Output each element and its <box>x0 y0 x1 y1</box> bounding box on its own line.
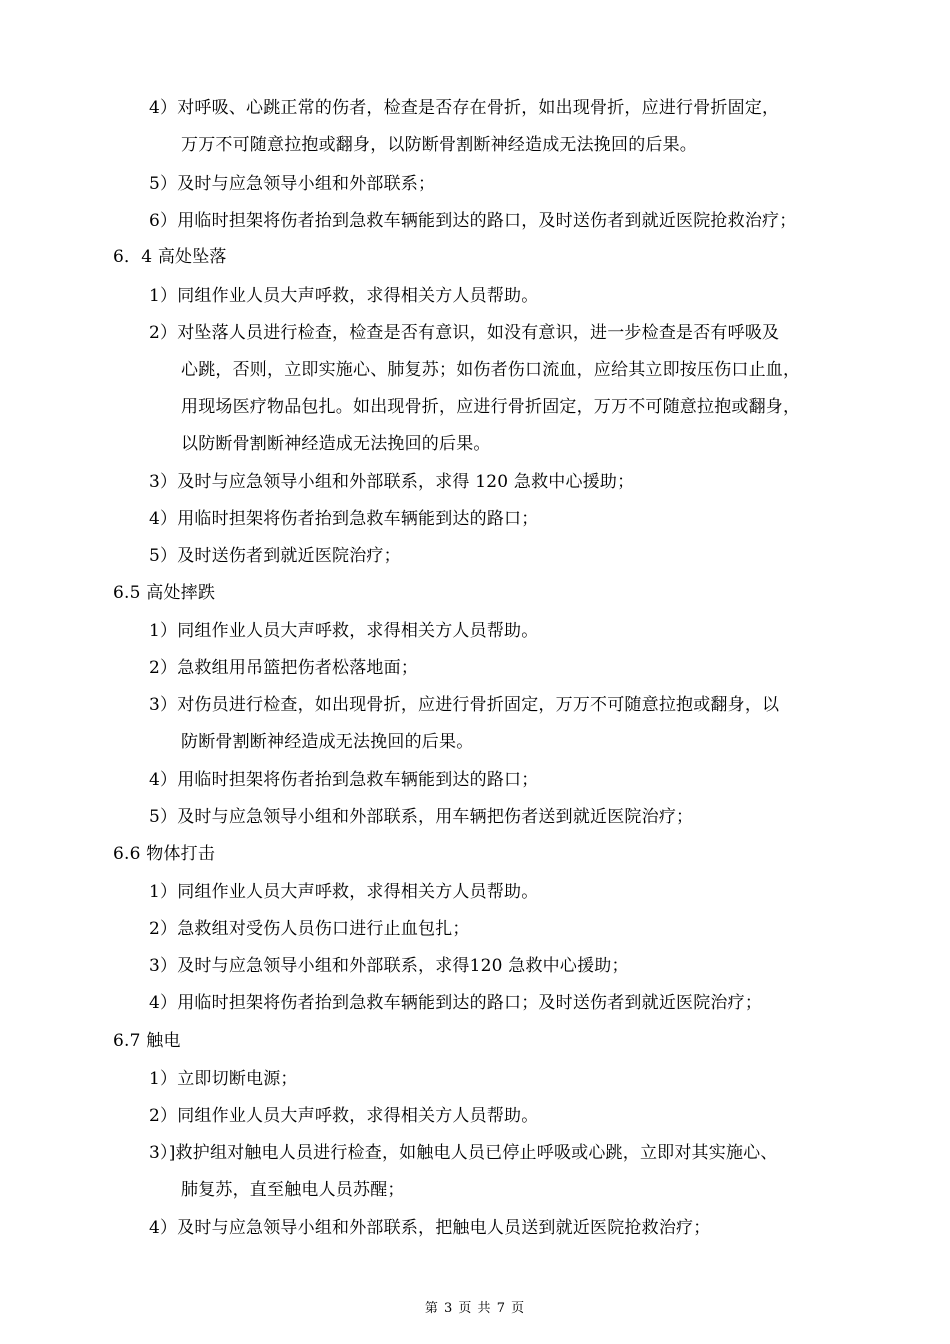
list-item: 4）对呼吸、心跳正常的伤者，检查是否存在骨折，如出现骨折，应进行骨折固定， <box>149 98 780 118</box>
list-item: 2）急救组对受伤人员伤口进行止血包扎； <box>149 919 470 939</box>
paragraph-continuation: 肺复苏，直至触电人员苏醒； <box>181 1180 405 1200</box>
paragraph-continuation: 心跳，否则，立即实施心、肺复苏；如伤者伤口流血，应给其立即按压伤口止血， <box>181 360 801 380</box>
paragraph-continuation: 万万不可随意拉抱或翻身，以防断骨割断神经造成无法挽回的后果。 <box>181 135 697 155</box>
list-item: 4）用临时担架将伤者抬到急救车辆能到达的路口；及时送伤者到就近医院治疗； <box>149 993 763 1013</box>
list-item: 4）用临时担架将伤者抬到急救车辆能到达的路口； <box>149 770 539 790</box>
list-item: 5）及时与应急领导小组和外部联系； <box>149 174 436 194</box>
list-item: 1）立即切断电源； <box>149 1069 298 1089</box>
list-item: 5）及时送伤者到就近医院治疗； <box>149 546 401 566</box>
page-footer: 第 3 页 共 7 页 <box>424 1301 526 1316</box>
section-heading: 6.6 物体打击 <box>113 844 216 864</box>
list-item: 3）及时与应急领导小组和外部联系，求得120 急救中心援助； <box>149 956 629 976</box>
list-item: 2）同组作业人员大声呼救，求得相关方人员帮助。 <box>149 1106 539 1126</box>
paragraph-continuation: 用现场医疗物品包扎。如出现骨折，应进行骨折固定，万万不可随意拉抱或翻身， <box>181 397 801 417</box>
list-item: 4）及时与应急领导小组和外部联系，把触电人员送到就近医院抢救治疗； <box>149 1218 711 1238</box>
section-heading: 6．4 高处坠落 <box>113 247 227 267</box>
paragraph-continuation: 以防断骨割断神经造成无法挽回的后果。 <box>181 434 491 454</box>
section-heading: 6.7 触电 <box>113 1031 181 1051</box>
list-item: 3）及时与应急领导小组和外部联系，求得 120 急救中心援助； <box>149 472 635 492</box>
list-item: 3）]救护组对触电人员进行检查，如触电人员已停止呼吸或心跳，立即对其实施心、 <box>149 1143 778 1163</box>
list-item: 2）急救组用吊篮把伤者松落地面； <box>149 658 419 678</box>
list-item: 1）同组作业人员大声呼救，求得相关方人员帮助。 <box>149 286 539 306</box>
section-heading: 6.5 高处摔跌 <box>113 583 216 603</box>
list-item: 6）用临时担架将伤者抬到急救车辆能到达的路口，及时送伤者到就近医院抢救治疗； <box>149 211 797 231</box>
paragraph-continuation: 防断骨割断神经造成无法挽回的后果。 <box>181 732 474 752</box>
list-item: 1）同组作业人员大声呼救，求得相关方人员帮助。 <box>149 882 539 902</box>
list-item: 1）同组作业人员大声呼救，求得相关方人员帮助。 <box>149 621 539 641</box>
list-item: 5）及时与应急领导小组和外部联系，用车辆把伤者送到就近医院治疗； <box>149 807 694 827</box>
list-item: 3）对伤员进行检查，如出现骨折，应进行骨折固定，万万不可随意拉抱或翻身，以 <box>149 695 780 715</box>
list-item: 2）对坠落人员进行检查，检查是否有意识，如没有意识，进一步检查是否有呼吸及 <box>149 323 780 343</box>
list-item: 4）用临时担架将伤者抬到急救车辆能到达的路口； <box>149 509 539 529</box>
